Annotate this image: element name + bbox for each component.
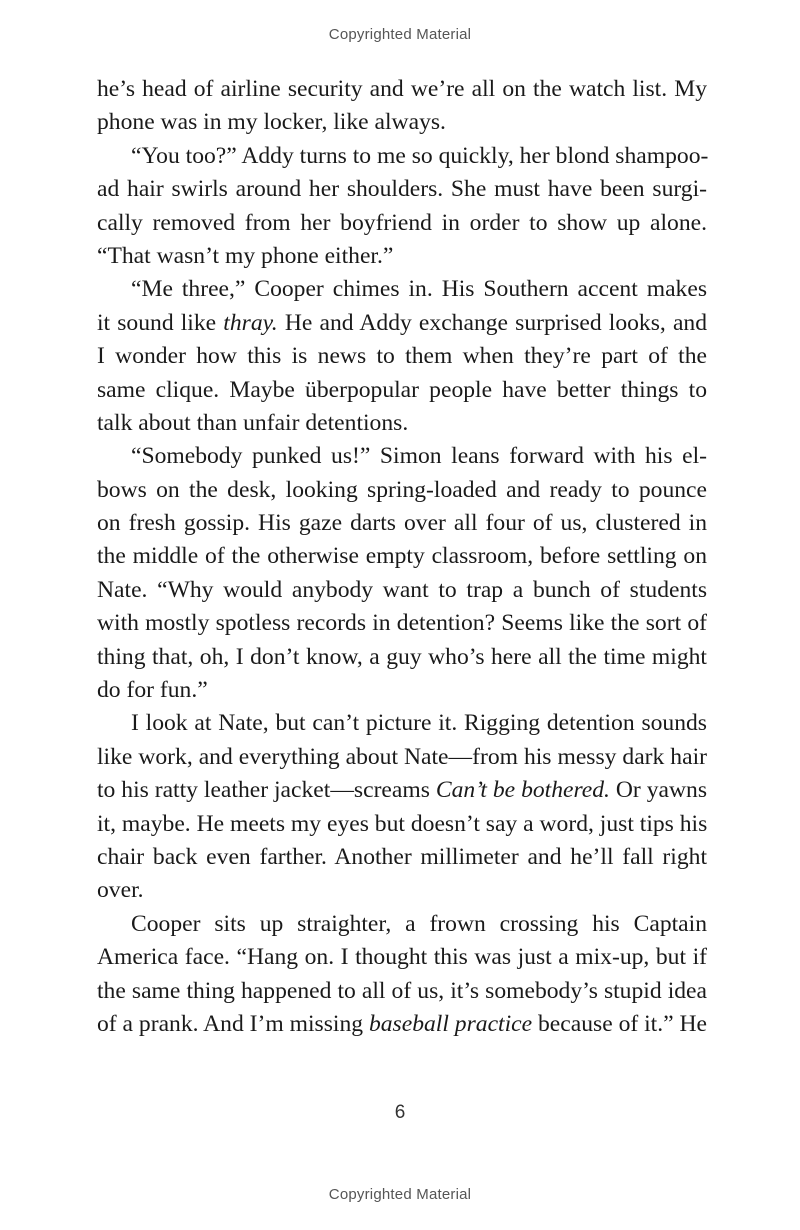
text-line: do for fun.” [97,677,208,704]
page-number: 6 [394,1102,406,1123]
text-line: America face. “Hang on. I thought this was just a mix-up, but if [97,944,707,971]
text-run: to his ratty leather jacket—screams [97,777,436,804]
text-line: he’s head of airline security and we’re all on the watch list. My [97,76,707,102]
text-line: the same thing happened to all of us, it’s somebody’s stupid idea [97,977,707,1004]
text-line: on fresh gossip. His gaze darts over all four of us, clustered in [97,510,707,537]
text-line: the middle of the otherwise empty classroom, before settling on [97,543,707,570]
text-line: Nate. “Why would anybody want to trap a bunch of students [97,576,707,603]
text-line: over. [97,877,144,904]
copyright-watermark-top: Copyrighted Material [328,26,472,43]
text-line [97,774,707,807]
copyright-watermark-bottom: Copyrighted Material [328,1186,472,1203]
text-line: “That wasn’t my phone either.” [97,242,394,269]
text-line: I look at Nate, but can’t picture it. Rigging detention sounds [131,710,707,737]
text-line: it, maybe. He meets my eyes but doesn’t say a word, just tips his [97,810,708,837]
text-line: bows on the desk, looking spring-loaded and ready to pounce [97,476,707,503]
text-line: chair back even farther. Another millimeter and he’ll fall right [97,843,707,870]
text-run: it sound like [97,309,224,336]
text-run: Or yawns [609,777,707,804]
text-run: He and Addy exchange surprised looks, and [277,309,708,336]
italic-text-run: baseball practice [368,1010,533,1037]
text-line: I wonder how this is news to them when they’re part of the [97,343,707,370]
italic-text-run: Can’t be bothered. [435,777,610,804]
text-line: Cooper sits up straighter, a frown crossing his Captain [131,910,707,937]
text-line: “Somebody punked us!” Simon leans forward with his el- [131,443,707,470]
text-line: “You too?” Addy turns to me so quickly, her blond shampoo- [131,142,709,169]
text-line: same clique. Maybe überpopular people have better things to [97,376,707,403]
text-line: “Me three,” Cooper chimes in. His Southern accent makes [131,276,707,303]
text-run: of a prank. And I’m missing [97,1010,369,1037]
text-line: cally removed from her boyfriend in order to show up alone. [97,209,707,236]
text-line: thing that, oh, I don’t know, a guy who’s here all the time might [97,643,707,670]
text-line [97,1008,707,1041]
page-body-text [97,73,707,1041]
text-line: talk about than unfair detentions. [97,409,409,436]
italic-text-run: thray. [223,309,278,336]
text-run: because of it.” He [532,1010,708,1037]
text-line: ad hair swirls around her shoulders. She must have been surgi- [97,176,707,203]
text-line [97,307,707,340]
text-line: like work, and everything about Nate—from his messy dark hair [97,743,707,770]
text-line: with mostly spotless records in detention? Seems like the sort of [97,610,707,637]
text-line: phone was in my locker, like always. [97,109,446,136]
